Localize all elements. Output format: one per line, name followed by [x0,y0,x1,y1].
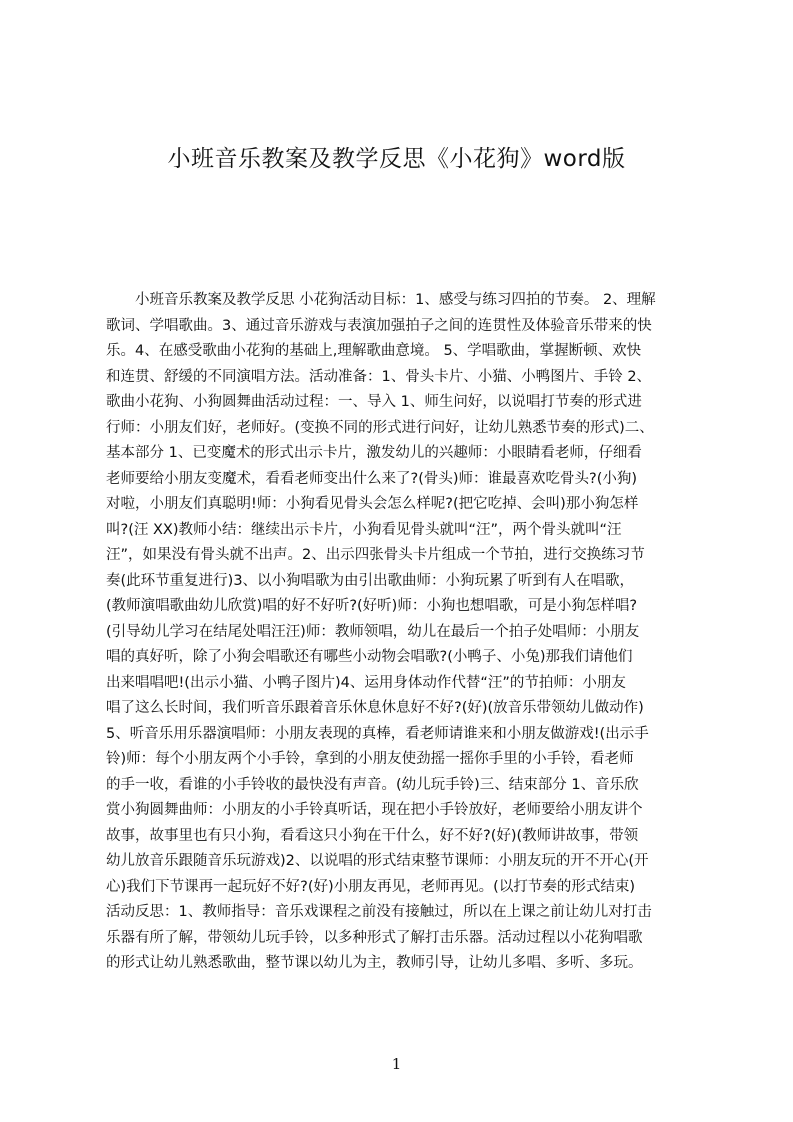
text-line: 歌词、学唱歌曲。3、通过音乐游戏与表演加强拍子之间的连贯性及体验音乐带来的快 [106,317,652,334]
body-text [106,288,708,1018]
text-line: 的形式让幼儿熟悉歌曲，整节课以幼儿为主，教师引导，让幼儿多唱、多听、多玩。 [106,955,643,971]
text-line: (引导幼儿学习在结尾处唱汪汪)师：教师领唱，幼儿在最后一个拍子处唱师：小朋友 [106,623,640,640]
text-line: 5、听音乐用乐器演唱师：小朋友表现的真棒，看老师请谁来和小朋友做游戏!(出示手 [106,725,649,742]
text-line: 唱的真好听，除了小狗会唱歌还有哪些小动物会唱歌?(小鸭子、小兔)那我们请他们 [106,649,633,665]
text-line: 幼儿放音乐跟随音乐玩游戏)2、以说唱的形式结束整节课师：小朋友玩的开不开心(开 [106,853,649,869]
text-line: 和连贯、舒缓的不同演唱方法。活动准备：1、骨头卡片、小猫、小鸭图片、手铃 2、 [106,368,652,385]
text-line: 心)我们下节课再一起玩好不好?(好)小朋友再见，老师再见。(以打节奏的形式结束) [106,878,635,895]
text-line: 的手一收，看谁的小手铃收的最快没有声音。(幼儿玩手铃)三、结束部分 1、音乐欣 [106,776,639,793]
page-title: 小班音乐教案及教学反思《小花狗》word版 [167,146,626,172]
text-line: 乐。4、在感受歌曲小花狗的基础上,理解歌曲意境。 5、学唱歌曲，掌握断顿、欢快 [106,343,642,359]
text-line: 故事，故事里也有只小狗，看看这只小狗在干什么，好不好?(好)(教师讲故事，带领 [106,827,639,844]
text-line: 铃)师：每个小朋友两个小手铃，拿到的小朋友使劲摇一摇你手里的小手铃，看老师 [106,751,634,767]
text-line: 行师：小朋友们好，老师好。(变换不同的形式进行问好，让幼儿熟悉节奏的形式)二、 [106,419,654,436]
text-line: 赏小狗圆舞曲师：小朋友的小手铃真听话，现在把小手铃放好，老师要给小朋友讲个 [106,802,643,818]
page-number: 1 [391,1055,402,1073]
text-line: 活动反思：1、教师指导：音乐戏课程之前没有接触过，所以在上课之前让幼儿对打击 [106,904,652,920]
text-line: 对啦，小朋友们真聪明!师：小狗看见骨头会怎么样呢?(把它吃掉、会叫)那小狗怎样 [106,496,639,512]
text-line: 出来唱唱吧!(出示小猫、小鸭子图片)4、运用身体动作代替“汪”的节拍师：小朋友 [106,674,626,691]
text-line: 老师要给小朋友变魔术，看看老师变出什么来了?(骨头)师：谁最喜欢吃骨头?(小狗) [106,470,638,487]
text-line: (教师演唱歌曲幼儿欣赏)唱的好不好听?(好听)师：小狗也想唱歌，可是小狗怎样唱? [106,598,638,614]
text-line: 乐器有所了解，带领幼儿玩手铃，以多种形式了解打击乐器。活动过程以小花狗唱歌 [106,929,643,946]
text-line: 基本部分 1、已变魔术的形式出示卡片，激发幼儿的兴趣师：小眼睛看老师，仔细看 [106,445,642,461]
text-line: 奏(此环节重复进行)3、以小狗唱歌为由引出歌曲师：小狗玩累了听到有人在唱歌， [106,572,635,589]
text-line: 汪”，如果没有骨头就不出声。2、出示四张骨头卡片组成一个节拍，进行交换练习节 [106,547,645,563]
text-line: 小班音乐教案及教学反思 小花狗活动目标：1、感受与练习四拍的节奏。 2、理解 [106,292,656,308]
text-line: 叫?(汪 XX)教师小结：继续出示卡片，小狗看见骨头就叫“汪”，两个骨头就叫“汪 [106,521,622,538]
text-line: 歌曲小花狗、小狗圆舞曲活动过程：一、导入 1、师生问好，以说唱打节奏的形式进 [106,394,642,410]
text-line: 唱了这么长时间，我们听音乐跟着音乐休息休息好不好?(好)(放音乐带领幼儿做动作) [106,700,644,716]
